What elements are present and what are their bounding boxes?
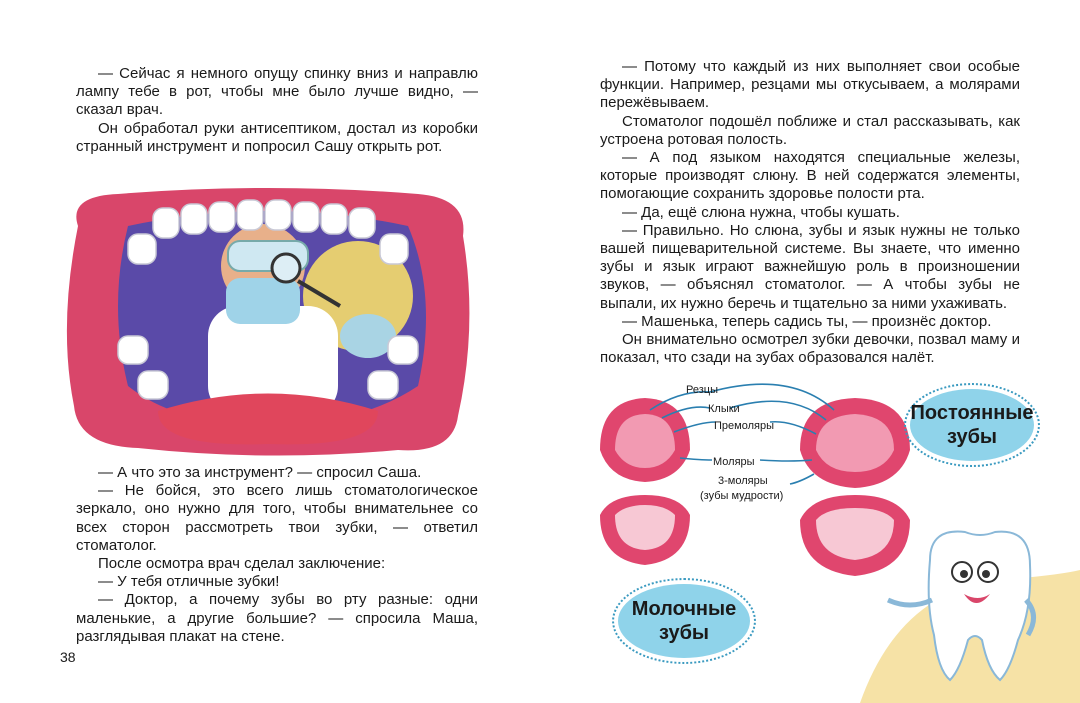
right-top-text xyxy=(600,58,1020,367)
milk-line-2: зубы xyxy=(659,622,709,644)
paragraph: — Да, ещё слюна нужна, чтобы кушать. xyxy=(622,203,900,221)
milk-teeth-jaws xyxy=(600,398,690,565)
permanent-line-1: Постоянные xyxy=(910,402,1034,424)
permanent-teeth-bubble xyxy=(910,389,1034,461)
page-number: 38 xyxy=(60,649,76,665)
paragraph: — Сейчас я немного опущу спинку вниз и направлю лампу тебе в рот, чтобы мне было лучше видно, — сказал врач. xyxy=(76,65,478,119)
tooth-character-illustration xyxy=(860,520,1080,703)
label-wisdom-teeth: (зубы мудрости) xyxy=(700,490,784,502)
paragraph: — Правильно. Но слюна, зубы и язык нужны не только вашей пищеварительной системе. Вы знаете, что именно зубы и язык играют важнейшую роль в произношении звуков, — объяснял стоматолог. — А чтобы зубы не выпали, их нужно беречь и тщательно за ними ухаживать. xyxy=(600,221,1020,312)
label-incisors: Резцы xyxy=(686,384,718,396)
paragraph: — Не бойся, это всего лишь стоматологическое зеркало, оно нужно для того, чтобы внимательнее со всех сторон рассмотреть твои зубки, — ответил стоматолог. xyxy=(76,482,478,554)
left-top-text xyxy=(76,65,478,156)
milk-line-1: Молочные xyxy=(631,598,737,620)
paragraph: — Машенька, теперь садись ты, — произнёс доктор. xyxy=(622,312,992,330)
open-mouth-illustration xyxy=(58,186,478,458)
paragraph: Он обработал руки антисептиком, достал из коробки странный инструмент и попросил Сашу открыть рот. xyxy=(76,119,478,155)
permanent-line-2: зубы xyxy=(947,426,997,448)
label-molars: Моляры xyxy=(713,456,755,468)
milk-teeth-bubble xyxy=(618,584,750,658)
paragraph: — Доктор, а почему зубы во рту разные: одни маленькие, а другие большие? — спросила Маша, разглядывая плакат на стене. xyxy=(76,591,478,645)
paragraph: — А что это за инструмент? — спросил Саша. xyxy=(98,464,422,481)
paragraph: После осмотра врач сделал заключение: xyxy=(98,555,386,573)
label-premolars: Премоляры xyxy=(714,420,774,432)
paragraph: — У тебя отличные зубки! xyxy=(98,573,280,591)
label-third-molars: 3-моляры xyxy=(718,475,768,487)
label-canines: Клыки xyxy=(708,403,740,415)
paragraph: — Потому что каждый из них выполняет свои особые функции. Например, резцами мы откусываем, а молярами пережёвываем. xyxy=(600,58,1020,112)
paragraph: — А под языком находятся специальные железы, которые производят слюну. В ней содержатся элементы, помогающие сохранить здоровье полости рта. xyxy=(600,149,1020,203)
paragraph: Он внимательно осмотрел зубки девочки, позвал маму и показал, что сзади на зубах образовался налёт. xyxy=(600,331,1020,367)
left-bottom-text xyxy=(76,464,478,646)
paragraph: Стоматолог подошёл поближе и стал рассказывать, как устроена ротовая полость. xyxy=(600,112,1020,148)
